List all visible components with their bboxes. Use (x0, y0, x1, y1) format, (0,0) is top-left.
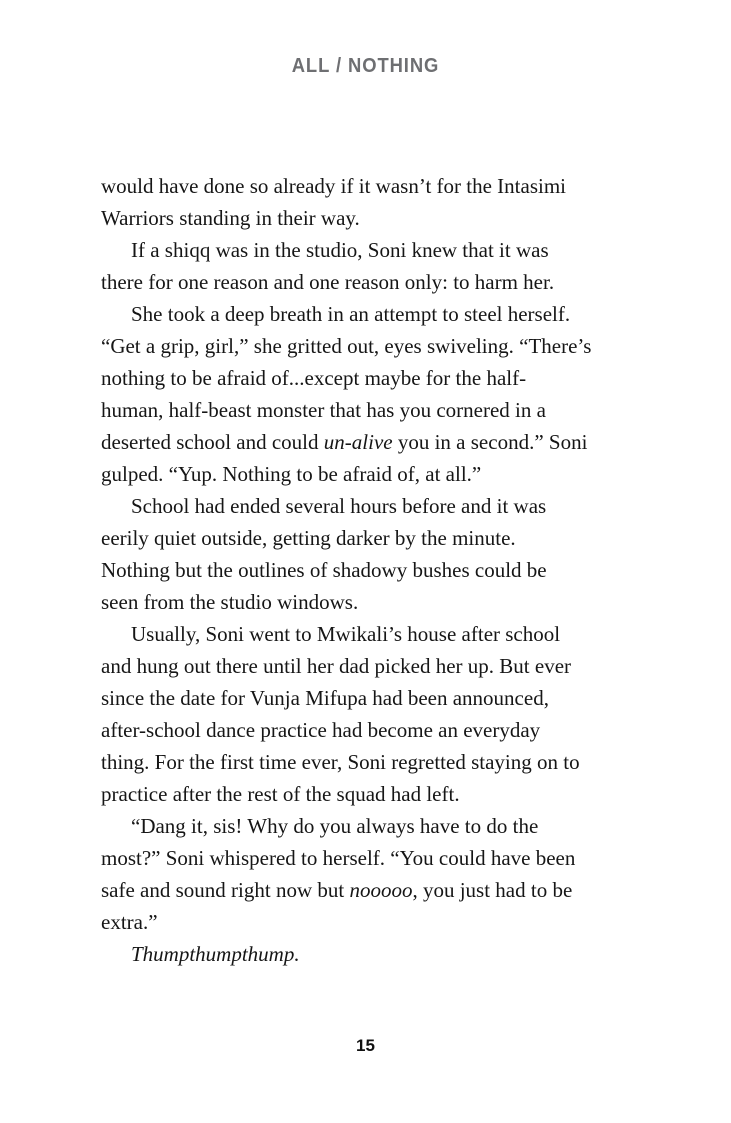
text-line (101, 938, 686, 970)
text-line (101, 746, 686, 778)
text-segment: human, half-beast monster that has you cornered in a (101, 398, 546, 422)
text-line (101, 554, 686, 586)
text-segment: deserted school and could (101, 430, 324, 454)
italic-text-segment: un-alive (323, 430, 393, 454)
text-block (101, 170, 686, 970)
italic-text-segment: Thumpthumpthump. (131, 942, 300, 966)
text-line (101, 362, 686, 394)
text-segment: seen from the studio windows. (101, 590, 359, 614)
text-line (101, 234, 686, 266)
text-line (101, 170, 686, 202)
text-segment: nothing to be afraid of...except maybe for the half- (101, 366, 527, 390)
text-segment: School had ended several hours before and it was (131, 494, 547, 518)
running-header: ALL / NOTHING (291, 55, 440, 77)
text-segment: gulped. “Yup. Nothing to be afraid of, at all.” (101, 462, 482, 486)
text-line (101, 426, 686, 458)
text-segment: would have done so already if it wasn’t for the Intasimi (101, 174, 566, 198)
text-line (101, 810, 686, 842)
text-segment: eerily quiet outside, getting darker by the minute. (101, 526, 516, 550)
text-line (101, 874, 686, 906)
text-segment: Usually, Soni went to Mwikali’s house after school (131, 622, 561, 646)
text-segment: most?” Soni whispered to herself. “You could have been (101, 846, 576, 870)
text-line (101, 778, 686, 810)
text-segment: If a shiqq was in the studio, Soni knew that it was (131, 238, 549, 262)
text-line (101, 266, 686, 298)
text-line (101, 650, 686, 682)
text-segment: since the date for Vunja Mifupa had been announced, (101, 686, 549, 710)
text-line (101, 458, 686, 490)
text-segment: Warriors standing in their way. (101, 206, 360, 230)
text-segment: after-school dance practice had become an everyday (101, 718, 541, 742)
text-line (101, 618, 686, 650)
text-segment: safe and sound right now but (101, 878, 350, 902)
text-line (101, 298, 686, 330)
text-segment: “Get a grip, girl,” she gritted out, eyes swiveling. “There’s (101, 334, 592, 358)
text-line (101, 906, 686, 938)
italic-text-segment: nooooo (349, 878, 413, 902)
text-segment: “Dang it, sis! Why do you always have to do the (131, 814, 539, 838)
page-number: 15 (356, 1036, 375, 1055)
text-segment: there for one reason and one reason only: to harm her. (101, 270, 555, 294)
text-line (101, 522, 686, 554)
text-line (101, 714, 686, 746)
text-segment: thing. For the first time ever, Soni regretted staying on to (101, 750, 580, 774)
text-segment: you in a second.” Soni (392, 430, 588, 454)
text-line (101, 682, 686, 714)
text-line (101, 394, 686, 426)
text-segment: extra.” (101, 910, 158, 934)
text-segment: practice after the rest of the squad had left. (101, 782, 460, 806)
text-segment: , you just had to be (412, 878, 573, 902)
text-line (101, 202, 686, 234)
text-line (101, 842, 686, 874)
text-line (101, 490, 686, 522)
text-segment: Nothing but the outlines of shadowy bushes could be (101, 558, 547, 582)
text-segment: and hung out there until her dad picked her up. But ever (101, 654, 572, 678)
text-line (101, 586, 686, 618)
text-line (101, 330, 686, 362)
text-segment: She took a deep breath in an attempt to steel herself. (131, 302, 571, 326)
